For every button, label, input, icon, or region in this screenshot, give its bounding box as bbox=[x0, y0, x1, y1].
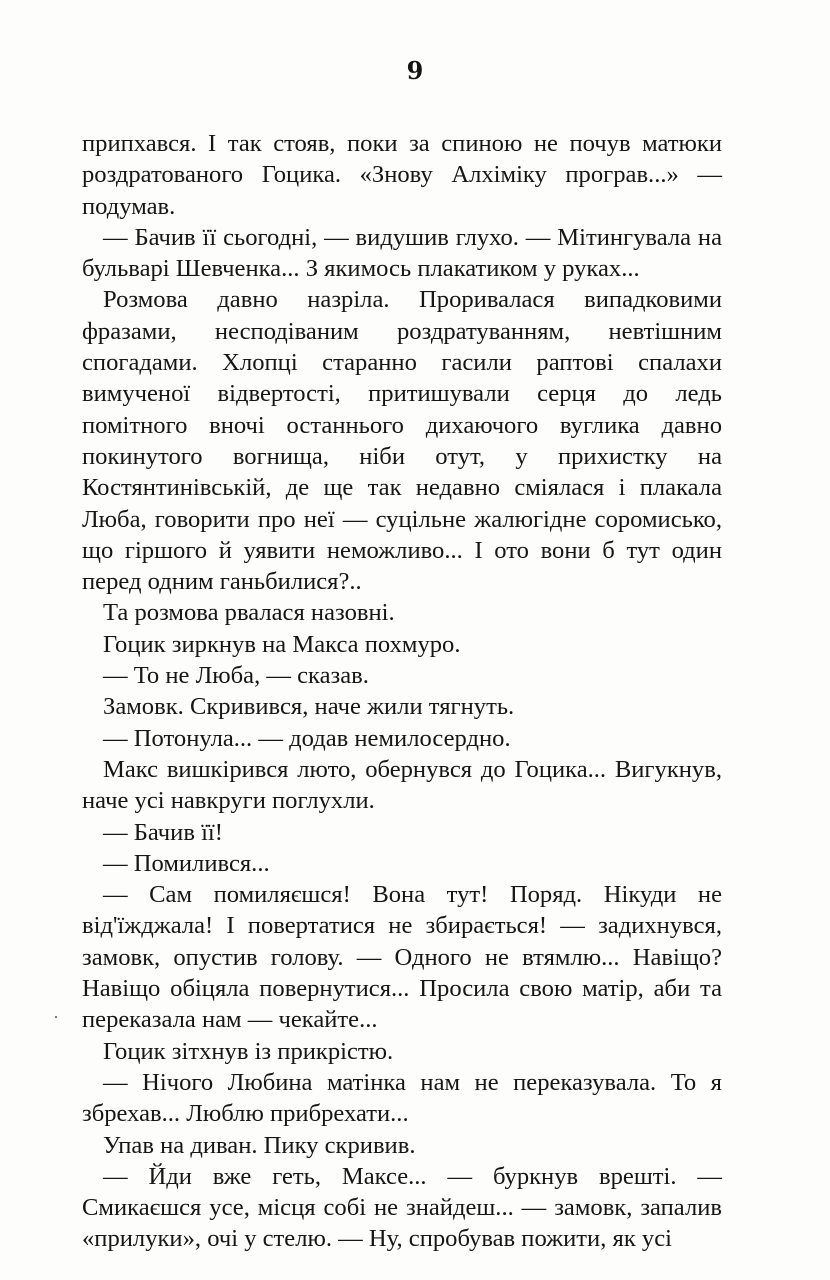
paragraph-7: Замовк. Скривився, наче жили тягнуть. bbox=[103, 693, 515, 721]
paragraph-10: — Бачив її! bbox=[103, 818, 223, 846]
page-number: 9 bbox=[406, 56, 424, 85]
paragraph-16: — Йди вже геть, Максе... — буркнув врешті. — Смикаєшся усе, місця собі не знайдеш... — замовк, запалив «прилуки», очі у стелю. — Ну, спробував пожити, як усі bbox=[82, 1162, 722, 1253]
paragraph-12: — Сам помиляєшся! Вона тут! Поряд. Нікуди не від'їжджала! І повертатися не збирається! — задихнувся, замовк, опустив голову. — Одного не втямлю... Навіщо? Навіщо обіцяла повернутися... Просила свою матір, аби та переказала нам — чекайте... bbox=[82, 881, 722, 1034]
paragraph-11: — Помилився... bbox=[103, 849, 270, 877]
print-speck bbox=[55, 1016, 57, 1018]
paragraph-13: Гоцик зітхнув із прикрістю. bbox=[103, 1037, 394, 1065]
paragraph-14: — Нічого Любина матінка нам не переказувала. То я збрехав... Люблю прибрехати... bbox=[82, 1068, 722, 1128]
paragraph-4: Та розмова рвалася назовні. bbox=[103, 599, 395, 627]
paragraph-6: — То не Люба, — сказав. bbox=[103, 662, 369, 690]
paragraph-1: припхався. І так стояв, поки за спиною не почув матюки роздратованого Гоцика. «Знову Алхіміку програв...» — подумав. bbox=[82, 130, 722, 220]
paragraph-2: — Бачив її сьогодні, — видушив глухо. — Мітингувала на бульварі Шевченка... З якимось плакатиком у руках... bbox=[82, 223, 722, 283]
paragraph-8: — Потонула... — додав немилосердно. bbox=[103, 724, 511, 752]
paragraph-5: Гоцик зиркнув на Макса похмуро. bbox=[103, 630, 461, 658]
paragraph-9: Макс вишкірився люто, обернувся до Гоцика... Вигукнув, наче усі навкруги поглухли. bbox=[82, 755, 722, 815]
paragraph-3: Розмова давно назріла. Проривалася випадковими фразами, несподіваним роздратуванням, невтішним спогадами. Хлопці старанно гасили раптові спалахи вимученої відвертості, притишували серця до ледь помітного вночі останнього дихаючого вуглика давно покинутого вогнища, ніби отут, у прихистку на Костянтинівській, де ще так недавно сміялася і плакала Люба, говорити про неї — суцільне жалюгідне соромисько, що гіршого й уявити неможливо... І ото вони б тут один перед одним ганьбилися?.. bbox=[82, 286, 722, 596]
page-text bbox=[82, 128, 722, 1255]
paragraph-15: Упав на диван. Пику скривив. bbox=[103, 1131, 416, 1159]
